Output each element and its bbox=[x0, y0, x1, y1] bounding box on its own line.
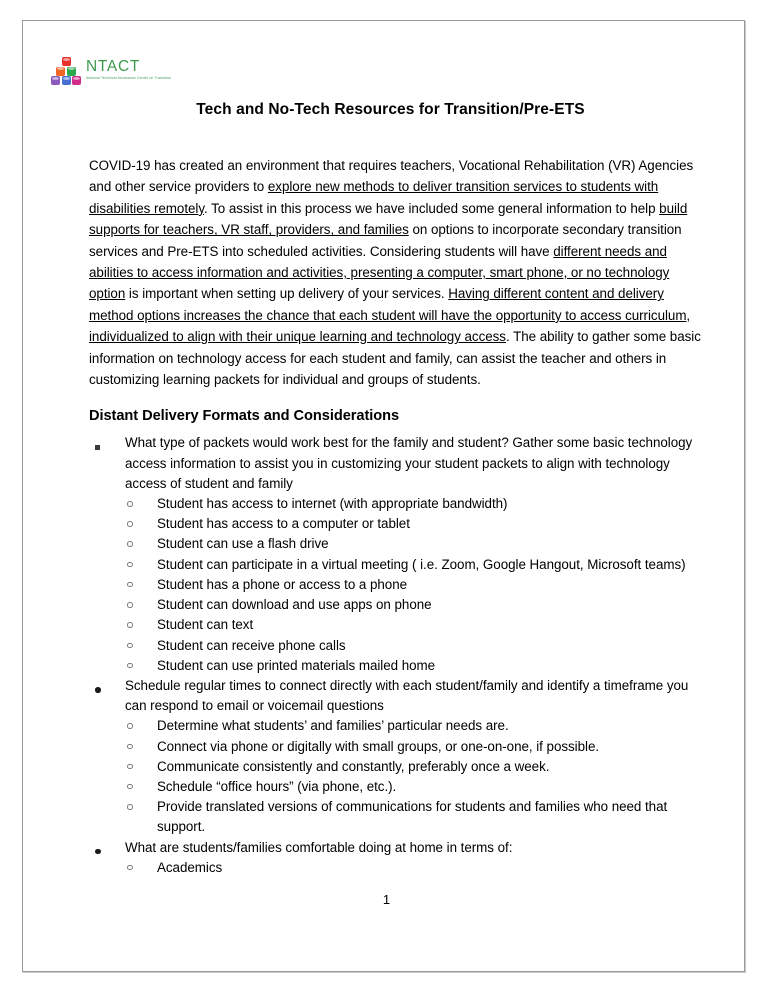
sub-list-item bbox=[120, 716, 702, 736]
circle-bullet-icon bbox=[127, 521, 133, 527]
sub-list-item-label: Provide translated versions of communications for students and families who need that support. bbox=[157, 799, 668, 835]
sub-list-item-label: Determine what students’ and families’ particular needs are. bbox=[157, 718, 509, 734]
paragraph-segment-6-underlined: different needs and abilities to access information and activities, presenting a computer, smart phone, or no technology option bbox=[89, 243, 670, 302]
paragraph-segment-3: . To assist in this process we have included some general information to help bbox=[204, 200, 660, 216]
distant-delivery-list bbox=[89, 433, 702, 877]
list-item-label: What type of packets would work best for the family and student? Gather some basic technology access information to assist you in customizing your student packets to align with technology access of student and family bbox=[125, 435, 693, 491]
circle-bullet-icon bbox=[127, 643, 133, 649]
sub-list-item bbox=[120, 555, 702, 575]
sub-list-item bbox=[120, 797, 702, 837]
bullet-marker bbox=[95, 838, 101, 858]
sub-list-item-label: Student has a phone or access to a phone bbox=[157, 576, 408, 592]
page-title: Tech and No-Tech Resources for Transition/Pre-ETS bbox=[196, 101, 585, 118]
list-item bbox=[89, 838, 702, 858]
circle-bullet-icon bbox=[127, 622, 133, 628]
sub-list-item-label: Communicate consistently and constantly, preferably once a week. bbox=[157, 758, 550, 774]
sub-list bbox=[89, 716, 702, 837]
sub-list-item bbox=[120, 737, 702, 757]
list-item-label: What are students/families comfortable doing at home in terms of: bbox=[125, 839, 513, 855]
sub-list-item bbox=[120, 858, 702, 878]
sub-list-item bbox=[120, 534, 702, 554]
sub-list-item bbox=[120, 656, 702, 676]
sub-list-item-label: Student can participate in a virtual meeting ( i.e. Zoom, Google Hangout, Microsoft teams) bbox=[157, 556, 686, 572]
sub-list-item-label: Student can download and use apps on phone bbox=[157, 597, 432, 613]
paragraph-segment-2-underlined: explore new methods to deliver transition services to students with disabilities remotely bbox=[89, 179, 659, 216]
paragraph-segment-9: . The ability to gather some basic information on technology access for each student and family, can assist the teacher and others in customizing learning packets for individual and groups of students. bbox=[89, 329, 701, 388]
sub-list-item-label: Student has access to internet (with appropriate bandwidth) bbox=[157, 496, 508, 512]
intro-paragraph bbox=[89, 155, 702, 390]
sub-list-item bbox=[120, 636, 702, 656]
circle-bullet-icon bbox=[127, 562, 133, 568]
disc-bullet-icon bbox=[95, 687, 101, 693]
ntact-pyramid-icon bbox=[51, 57, 81, 87]
sub-list bbox=[89, 494, 702, 676]
sub-list-item bbox=[120, 575, 702, 595]
sub-list-item bbox=[120, 494, 702, 514]
sub-list-item-label: Student can text bbox=[157, 617, 254, 633]
circle-bullet-icon bbox=[127, 723, 133, 729]
list-item bbox=[89, 433, 702, 494]
square-bullet-icon bbox=[95, 445, 100, 450]
page-number: 1 bbox=[382, 891, 391, 907]
sub-list-item-label: Schedule “office hours” (via phone, etc.). bbox=[157, 778, 397, 794]
sub-list-item-label: Student can use printed materials mailed home bbox=[157, 657, 436, 673]
logo-wordmark: NTACT bbox=[86, 58, 141, 75]
circle-bullet-icon bbox=[127, 865, 133, 871]
logo-wordmark-block bbox=[86, 57, 171, 80]
list-item bbox=[89, 676, 702, 716]
sub-list bbox=[89, 858, 702, 878]
sub-list-item-label: Student has access to a computer or tablet bbox=[157, 516, 410, 532]
sub-list-item-label: Academics bbox=[157, 859, 223, 875]
logo-header bbox=[86, 39, 702, 80]
document-content-area bbox=[86, 39, 702, 961]
circle-bullet-icon bbox=[127, 582, 133, 588]
section-heading: Distant Delivery Formats and Considerations bbox=[89, 408, 400, 425]
circle-bullet-icon bbox=[127, 663, 133, 669]
paragraph-segment-5: on options to incorporate secondary transition services and Pre-ETS into scheduled activities. Considering students will have bbox=[89, 222, 682, 259]
bullet-marker bbox=[95, 433, 100, 453]
circle-bullet-icon bbox=[127, 784, 133, 790]
circle-bullet-icon bbox=[127, 744, 133, 750]
bullet-marker bbox=[95, 676, 101, 696]
paragraph-segment-8-underlined: Having different content and delivery method options increases the chance that each student will have the opportunity to access curriculum, individualized to align with their unique learning and technology access bbox=[89, 286, 691, 345]
document-page-sheet bbox=[22, 20, 745, 972]
paragraph-segment-1: COVID-19 has created an environment that requires teachers, Vocational Rehabilitation (VR) Agencies and other service providers to bbox=[89, 158, 694, 195]
sub-list-item bbox=[120, 514, 702, 534]
logo-tagline: National Technical Assistance Center on Transition bbox=[86, 76, 172, 80]
circle-bullet-icon bbox=[127, 804, 133, 810]
circle-bullet-icon bbox=[127, 602, 133, 608]
disc-bullet-icon bbox=[95, 849, 101, 855]
sub-list-item-label: Connect via phone or digitally with small groups, or one-on-one, if possible. bbox=[157, 738, 600, 754]
sub-list-item-label: Student can use a flash drive bbox=[157, 536, 329, 552]
sub-list-item-label: Student can receive phone calls bbox=[157, 637, 346, 653]
sub-list-item bbox=[120, 777, 702, 797]
paragraph-segment-7: is important when setting up delivery of your services. bbox=[125, 286, 449, 302]
circle-bullet-icon bbox=[127, 541, 133, 547]
paragraph-segment-4-underlined: build supports for teachers, VR staff, providers, and families bbox=[89, 200, 688, 238]
circle-bullet-icon bbox=[127, 764, 133, 770]
ntact-logo bbox=[51, 57, 171, 87]
sub-list-item bbox=[120, 757, 702, 777]
sub-list-item bbox=[120, 595, 702, 615]
list-item-label: Schedule regular times to connect directly with each student/family and identify a timeframe you can respond to email or voicemail questions bbox=[125, 677, 689, 714]
sub-list-item bbox=[120, 615, 702, 635]
circle-bullet-icon bbox=[127, 501, 133, 507]
